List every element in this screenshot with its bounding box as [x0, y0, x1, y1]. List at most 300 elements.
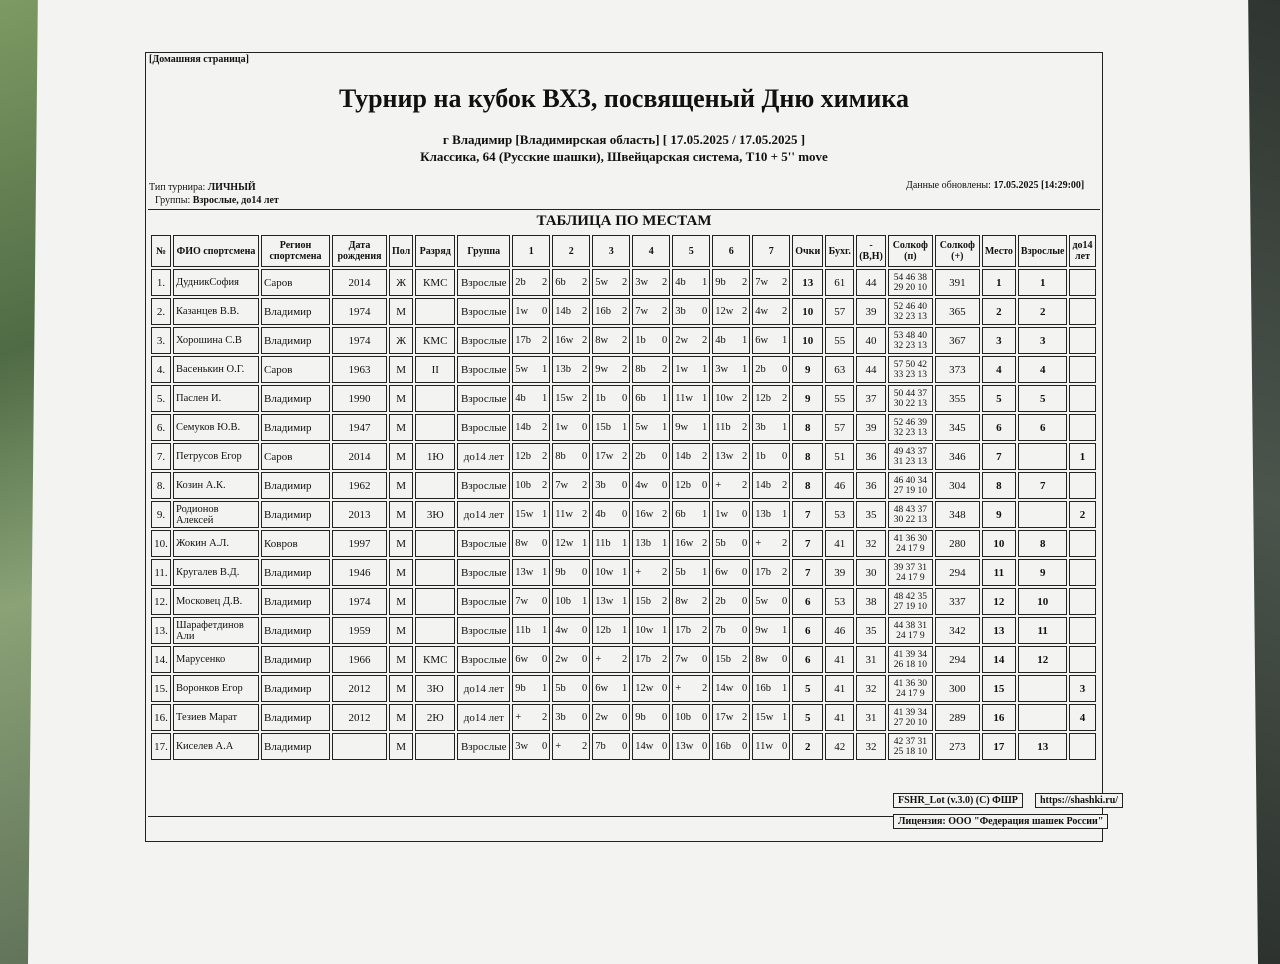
round-result [712, 733, 750, 760]
round-opponent: 2w [675, 335, 689, 346]
round-score: 1 [582, 596, 588, 607]
solkoff-p [888, 472, 933, 499]
round-score: 2 [622, 335, 628, 346]
round-score: 1 [702, 422, 708, 433]
player-region: Владимир [261, 414, 330, 441]
solkoff-plus: 367 [935, 327, 980, 354]
player-region: Саров [261, 269, 330, 296]
round-score: 2 [742, 277, 748, 288]
round-score: 2 [742, 306, 748, 317]
round-score: 1 [542, 567, 548, 578]
column-header: № [151, 235, 171, 267]
adult-place: 6 [1018, 414, 1068, 441]
round-score: 2 [582, 364, 588, 375]
site-link[interactable]: https://shashki.ru/ [1035, 793, 1123, 808]
round-result [512, 298, 550, 325]
round-opponent: 10w [715, 393, 734, 404]
round-score: 0 [702, 741, 708, 752]
u14-place [1069, 733, 1095, 760]
round-opponent: 3b [755, 422, 766, 433]
round-opponent: 16b [715, 741, 732, 752]
round-score: 0 [662, 712, 668, 723]
u14-place [1069, 472, 1095, 499]
player-name: Шарафетдинов Али [173, 617, 259, 644]
round-result [632, 675, 670, 702]
buchholz: 57 [825, 298, 854, 325]
score-vn: 35 [856, 617, 886, 644]
birth-year: 1966 [332, 646, 387, 673]
round-result [512, 414, 550, 441]
u14-place [1069, 356, 1095, 383]
updated-at: Данные обновлены: 17.05.2025 [14:29:00] [906, 180, 1085, 191]
round-score: 0 [782, 364, 788, 375]
round-opponent: 9w [755, 625, 769, 636]
points: 2 [792, 733, 823, 760]
player-group: до14 лет [457, 675, 510, 702]
round-opponent: 4w [555, 625, 569, 636]
column-header: Группа [457, 235, 510, 267]
round-score: 1 [742, 364, 748, 375]
round-result [632, 327, 670, 354]
round-result [672, 733, 710, 760]
round-score: 0 [582, 422, 588, 433]
points: 7 [792, 559, 823, 586]
place: 1 [982, 269, 1016, 296]
points: 6 [792, 588, 823, 615]
round-opponent: 16w [675, 538, 694, 549]
row-number: 17. [151, 733, 171, 760]
round-opponent: 13w [595, 596, 614, 607]
round-opponent: 3b [595, 480, 606, 491]
buchholz: 63 [825, 356, 854, 383]
place: 7 [982, 443, 1016, 470]
player-name: Тезиев Марат [173, 704, 259, 731]
solkoff-p-line2: 29 20 10 [893, 282, 927, 293]
player-region: Владимир [261, 385, 330, 412]
player-region: Владимир [261, 617, 330, 644]
player-region: Владимир [261, 733, 330, 760]
round-opponent: 16w [555, 335, 574, 346]
round-score: 2 [782, 567, 788, 578]
birth-year: 1963 [332, 356, 387, 383]
round-score: 2 [782, 306, 788, 317]
points: 10 [792, 298, 823, 325]
birth-year [332, 733, 387, 760]
solkoff-p-line1: 49 43 37 [893, 446, 927, 457]
column-header: -(В,Н) [856, 235, 886, 267]
round-opponent: 17b [755, 567, 772, 578]
round-result [672, 356, 710, 383]
round-opponent: 4b [595, 509, 606, 520]
u14-place [1069, 269, 1095, 296]
score-vn: 30 [856, 559, 886, 586]
solkoff-plus: 304 [935, 472, 980, 499]
round-opponent: 3b [675, 306, 686, 317]
round-score: 1 [542, 364, 548, 375]
round-result [552, 443, 590, 470]
solkoff-p-line1: 41 36 30 [893, 678, 927, 689]
round-score: 1 [742, 335, 748, 346]
round-score: 1 [782, 683, 788, 694]
solkoff-p-line2: 25 18 10 [893, 746, 927, 757]
place: 13 [982, 617, 1016, 644]
round-opponent: 6w [595, 683, 609, 694]
place: 6 [982, 414, 1016, 441]
buchholz: 42 [825, 733, 854, 760]
round-result [712, 443, 750, 470]
solkoff-p-line1: 41 36 30 [893, 533, 927, 544]
solkoff-plus: 337 [935, 588, 980, 615]
round-result [592, 269, 630, 296]
round-result [672, 617, 710, 644]
round-score: 0 [742, 741, 748, 752]
solkoff-p-line2: 24 17 9 [896, 543, 925, 554]
round-score: 2 [742, 712, 748, 723]
round-opponent: 5w [755, 596, 769, 607]
round-opponent: 10b [515, 480, 532, 491]
player-region: Владимир [261, 646, 330, 673]
adult-place: 5 [1018, 385, 1068, 412]
round-result [632, 530, 670, 557]
round-result [712, 472, 750, 499]
solkoff-p [888, 414, 933, 441]
solkoff-p-line1: 54 46 38 [893, 272, 927, 283]
place: 17 [982, 733, 1016, 760]
u14-place: 3 [1069, 675, 1095, 702]
round-result [632, 588, 670, 615]
round-score: 2 [742, 480, 748, 491]
solkoff-plus: 345 [935, 414, 980, 441]
round-result [592, 617, 630, 644]
birth-year: 1974 [332, 327, 387, 354]
place: 9 [982, 501, 1016, 528]
table-row [151, 617, 1096, 644]
home-link[interactable]: [Домашняя страница] [149, 54, 249, 65]
round-result [712, 588, 750, 615]
place: 11 [982, 559, 1016, 586]
row-number: 12. [151, 588, 171, 615]
round-score: 0 [702, 306, 708, 317]
round-opponent: 8w [595, 335, 609, 346]
round-result [712, 559, 750, 586]
solkoff-p-line1: 48 42 35 [893, 591, 927, 602]
round-result [592, 675, 630, 702]
player-rank [415, 414, 455, 441]
birth-year: 2012 [332, 675, 387, 702]
round-opponent: 13b [555, 364, 572, 375]
round-score: 2 [542, 451, 548, 462]
round-opponent: 15w [755, 712, 774, 723]
round-result [632, 269, 670, 296]
birth-year: 2012 [332, 704, 387, 731]
player-rank [415, 617, 455, 644]
round-score: 2 [542, 277, 548, 288]
solkoff-p [888, 733, 933, 760]
round-opponent: 8w [515, 538, 529, 549]
round-score: 0 [622, 393, 628, 404]
player-rank: КМС [415, 646, 455, 673]
round-opponent: 11w [555, 509, 573, 520]
solkoff-p [888, 269, 933, 296]
table-row [151, 675, 1096, 702]
round-score: 2 [542, 422, 548, 433]
round-result [552, 472, 590, 499]
solkoff-p [888, 501, 933, 528]
round-score: 0 [622, 509, 628, 520]
u14-place [1069, 646, 1095, 673]
round-opponent: 8b [635, 364, 646, 375]
score-vn: 36 [856, 443, 886, 470]
place: 16 [982, 704, 1016, 731]
round-score: 0 [622, 480, 628, 491]
round-score: 1 [622, 538, 628, 549]
solkoff-p [888, 356, 933, 383]
round-opponent: 12b [755, 393, 772, 404]
round-score: 2 [662, 509, 668, 520]
round-score: 0 [782, 451, 788, 462]
solkoff-p-line2: 27 19 10 [893, 485, 927, 496]
round-score: 0 [782, 596, 788, 607]
round-score: 2 [622, 451, 628, 462]
round-opponent: 6b [555, 277, 566, 288]
table-row [151, 646, 1096, 673]
round-result [752, 704, 790, 731]
round-opponent: 1b [755, 451, 766, 462]
round-opponent: 2w [555, 654, 569, 665]
player-rank [415, 298, 455, 325]
points: 5 [792, 675, 823, 702]
player-name: Петрусов Егор [173, 443, 259, 470]
round-result [752, 617, 790, 644]
round-score: 1 [662, 422, 668, 433]
column-header: 3 [592, 235, 630, 267]
u14-place [1069, 327, 1095, 354]
player-region: Владимир [261, 501, 330, 528]
round-score: 2 [702, 683, 708, 694]
buchholz: 55 [825, 327, 854, 354]
player-region: Владимир [261, 298, 330, 325]
round-opponent: 14b [515, 422, 532, 433]
player-sex: М [389, 501, 413, 528]
round-result [512, 472, 550, 499]
round-opponent: 14b [755, 480, 772, 491]
round-score: 1 [542, 393, 548, 404]
round-score: 1 [782, 335, 788, 346]
round-score: 0 [742, 509, 748, 520]
round-opponent: 15b [595, 422, 612, 433]
solkoff-plus: 280 [935, 530, 980, 557]
round-score: 1 [622, 567, 628, 578]
table-row [151, 443, 1096, 470]
solkoff-plus: 373 [935, 356, 980, 383]
round-result [672, 530, 710, 557]
birth-year: 2014 [332, 443, 387, 470]
column-header: 5 [672, 235, 710, 267]
score-vn: 44 [856, 356, 886, 383]
round-opponent: 1w [515, 306, 529, 317]
round-score: 1 [542, 509, 548, 520]
solkoff-p-line2: 24 17 9 [896, 630, 925, 641]
round-opponent: 2b [715, 596, 726, 607]
round-result [672, 327, 710, 354]
round-score: 0 [782, 741, 788, 752]
round-score: 0 [782, 654, 788, 665]
round-score: 0 [742, 538, 748, 549]
buchholz: 41 [825, 530, 854, 557]
round-opponent: 5w [595, 277, 609, 288]
solkoff-p [888, 530, 933, 557]
player-rank: II [415, 356, 455, 383]
round-opponent: 10b [675, 712, 692, 723]
round-score: 2 [782, 277, 788, 288]
round-result [672, 704, 710, 731]
player-region: Владимир [261, 472, 330, 499]
round-opponent: 6w [755, 335, 769, 346]
player-sex: М [389, 530, 413, 557]
round-score: 2 [582, 277, 588, 288]
round-opponent: 7w [675, 654, 689, 665]
round-opponent: 2w [595, 712, 609, 723]
round-opponent: 7w [555, 480, 569, 491]
u14-place [1069, 414, 1095, 441]
row-number: 7. [151, 443, 171, 470]
round-score: 2 [702, 538, 708, 549]
round-result [512, 704, 550, 731]
round-score: 1 [782, 625, 788, 636]
round-result [712, 385, 750, 412]
round-score: 2 [582, 393, 588, 404]
round-result [752, 385, 790, 412]
round-score: 0 [582, 683, 588, 694]
solkoff-plus: 300 [935, 675, 980, 702]
row-number: 10. [151, 530, 171, 557]
round-score: 2 [622, 654, 628, 665]
round-score: 0 [702, 654, 708, 665]
round-result [552, 298, 590, 325]
player-group: Взрослые [457, 269, 510, 296]
solkoff-p [888, 588, 933, 615]
u14-place: 1 [1069, 443, 1095, 470]
round-result [552, 617, 590, 644]
round-result [752, 472, 790, 499]
round-score: 1 [662, 393, 668, 404]
round-result [752, 588, 790, 615]
round-opponent: 16w [635, 509, 654, 520]
u14-place [1069, 298, 1095, 325]
round-result [592, 501, 630, 528]
round-opponent: 5w [515, 364, 529, 375]
round-score: 0 [582, 712, 588, 723]
player-rank: 3Ю [415, 675, 455, 702]
points: 6 [792, 646, 823, 673]
place: 2 [982, 298, 1016, 325]
round-score: 2 [622, 364, 628, 375]
format-line: Классика, 64 (Русские шашки), Швейцарская система, Т10 + 5'' move [420, 149, 828, 164]
round-opponent: 12b [675, 480, 692, 491]
place: 8 [982, 472, 1016, 499]
round-opponent: 1w [675, 364, 689, 375]
player-sex: М [389, 588, 413, 615]
solkoff-p [888, 443, 933, 470]
round-opponent: 10b [555, 596, 572, 607]
round-score: 2 [662, 567, 668, 578]
player-group: Взрослые [457, 646, 510, 673]
solkoff-plus: 294 [935, 646, 980, 673]
round-result [552, 530, 590, 557]
round-result [552, 385, 590, 412]
round-result [712, 327, 750, 354]
points: 8 [792, 472, 823, 499]
round-result [632, 356, 670, 383]
row-number: 4. [151, 356, 171, 383]
round-opponent: 1w [715, 509, 729, 520]
tour-type: Тип турнира: ЛИЧНЫЙ [149, 182, 256, 193]
round-result [512, 501, 550, 528]
table-row [151, 733, 1096, 760]
points: 9 [792, 385, 823, 412]
place: 15 [982, 675, 1016, 702]
round-score: 1 [782, 422, 788, 433]
player-group: до14 лет [457, 704, 510, 731]
solkoff-plus: 355 [935, 385, 980, 412]
round-result [632, 414, 670, 441]
birth-year: 1974 [332, 298, 387, 325]
round-opponent: 11b [715, 422, 731, 433]
round-result [752, 559, 790, 586]
round-score: 2 [582, 741, 588, 752]
round-result [512, 617, 550, 644]
round-score: 0 [742, 625, 748, 636]
player-group: Взрослые [457, 559, 510, 586]
adult-place [1018, 501, 1068, 528]
round-score: 0 [742, 596, 748, 607]
buchholz: 46 [825, 617, 854, 644]
solkoff-p-line2: 33 23 13 [893, 369, 927, 380]
round-opponent: 15w [515, 509, 534, 520]
row-number: 2. [151, 298, 171, 325]
round-result [552, 269, 590, 296]
solkoff-plus: 294 [935, 559, 980, 586]
player-name: Родионов Алексей [173, 501, 259, 528]
round-result [552, 356, 590, 383]
round-score: 1 [782, 509, 788, 520]
round-opponent: 6b [675, 509, 686, 520]
player-rank: КМС [415, 327, 455, 354]
player-rank [415, 385, 455, 412]
round-score: 2 [662, 277, 668, 288]
round-result [512, 675, 550, 702]
round-result [552, 733, 590, 760]
score-vn: 32 [856, 675, 886, 702]
round-score: 1 [542, 683, 548, 694]
round-result [552, 646, 590, 673]
player-region: Владимир [261, 327, 330, 354]
row-number: 3. [151, 327, 171, 354]
player-group: Взрослые [457, 327, 510, 354]
u14-place [1069, 588, 1095, 615]
round-opponent: + [555, 741, 562, 752]
buchholz: 53 [825, 588, 854, 615]
score-vn: 44 [856, 269, 886, 296]
round-opponent: + [675, 683, 682, 694]
round-result [512, 385, 550, 412]
round-score: 2 [742, 422, 748, 433]
score-vn: 35 [856, 501, 886, 528]
solkoff-p-line2: 24 17 9 [896, 572, 925, 583]
player-region: Саров [261, 356, 330, 383]
column-header: ФИО спортсмена [173, 235, 259, 267]
round-result [512, 443, 550, 470]
